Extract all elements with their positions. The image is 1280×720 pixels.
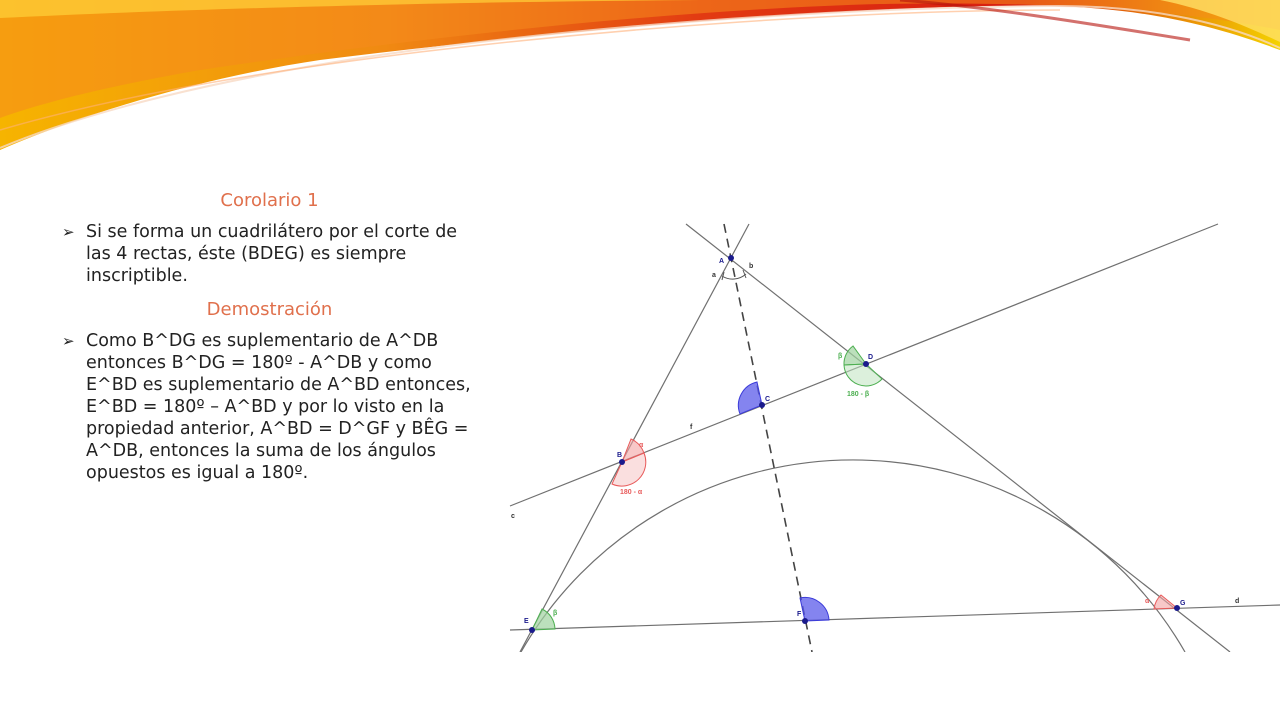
label-beta-D: β: [838, 353, 843, 360]
angle-sector-C: [738, 382, 762, 414]
label-D: D: [868, 354, 874, 361]
point-B: [619, 459, 625, 465]
label-line-b: b: [749, 263, 754, 270]
label-B: B: [617, 452, 623, 459]
angle-sector-F: [800, 597, 829, 621]
label-180-alpha: 180 - α: [620, 489, 643, 496]
label-alpha-B: α: [639, 442, 644, 449]
proof-bullet: [62, 330, 477, 484]
point-E: [529, 627, 535, 633]
angle-sector-D-180-beta: [844, 364, 882, 386]
label-line-a: a: [712, 272, 716, 279]
angle-sector-G-alpha: [1154, 595, 1177, 609]
arrow-bullet-icon: ➢: [62, 332, 75, 350]
decorative-flame-banner: [0, 0, 1280, 160]
label-beta-E: β: [553, 610, 558, 617]
label-G: G: [1180, 600, 1186, 607]
label-alpha-G: α: [1145, 598, 1150, 605]
point-F: [802, 618, 808, 624]
arrow-bullet-icon: ➢: [62, 223, 75, 241]
angle-sector-E-beta: [532, 609, 555, 630]
statement-bullet: [62, 221, 477, 287]
proof-text: Como B^DG es suplementario de A^DB entonces B^DG = 180º - A^DB y como E^BD es suplementario de A^BD entonces, E^BD = 180º – A^BD y por lo visto en la propiedad anterior, A^BD = D^GF y BÊG = A^DB, entonces la suma de los ángulos opuestos es igual a 180º.: [86, 331, 471, 483]
corollary-text-panel: [62, 190, 477, 496]
point-D: [863, 361, 869, 367]
label-F: F: [797, 611, 802, 618]
label-line-d: d: [1235, 598, 1240, 605]
geometry-figure: [500, 222, 1280, 652]
label-E: E: [524, 618, 529, 625]
statement-text: Si se forma un cuadrilátero por el corte de las 4 rectas, éste (BDEG) es siempre inscriptible.: [86, 222, 458, 286]
proof-title: Demostración: [206, 299, 333, 320]
label-line-f: f: [690, 424, 693, 431]
point-A: [728, 255, 734, 261]
corollary-title: Corolario 1: [220, 190, 319, 211]
angle-sector-D-beta: [844, 346, 866, 365]
label-line-c: c: [511, 513, 515, 520]
label-A: A: [719, 258, 725, 265]
line-a: [520, 224, 749, 652]
label-180-beta: 180 - β: [847, 391, 870, 398]
label-C: C: [765, 396, 771, 403]
